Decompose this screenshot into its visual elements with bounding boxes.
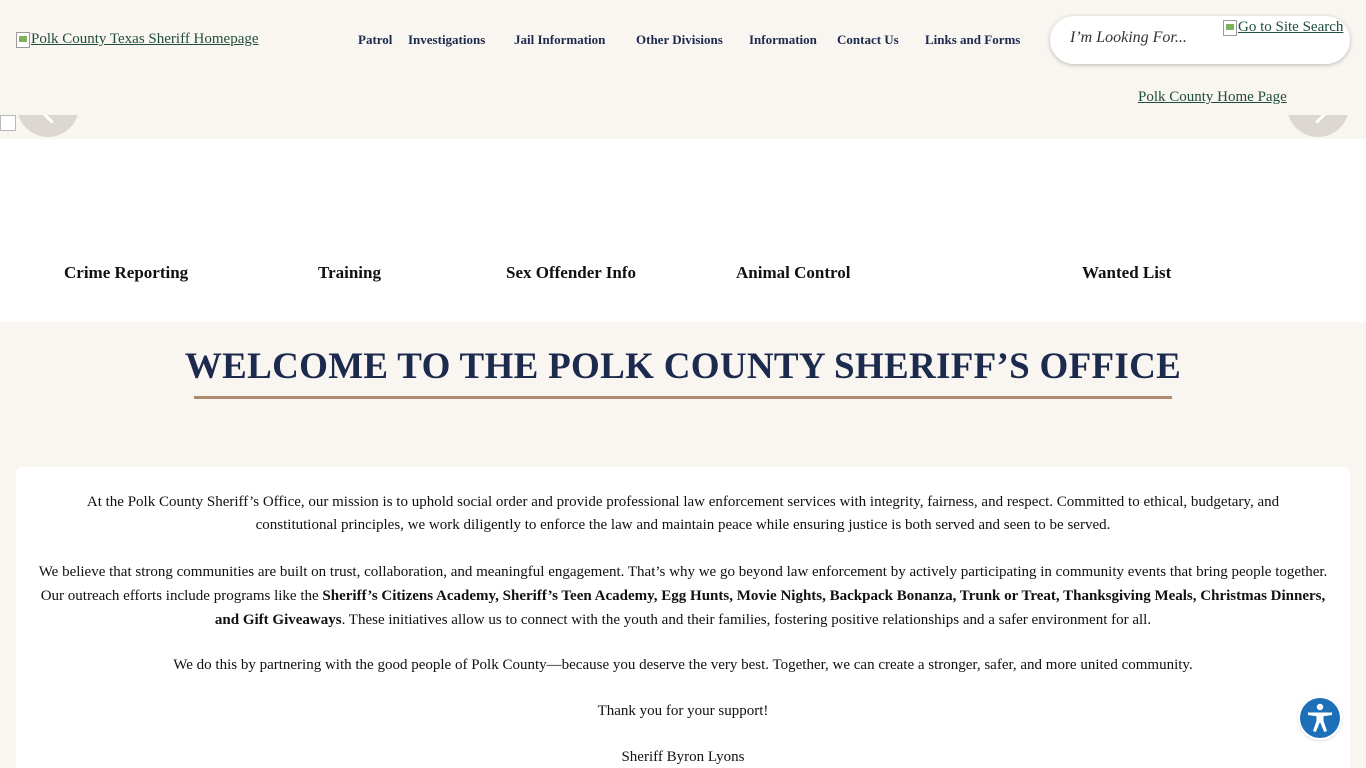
quick-link-training[interactable]: Training (318, 263, 381, 282)
broken-image-icon (16, 32, 30, 48)
broken-image-icon (1223, 20, 1237, 36)
community-text-intro: We believe that strong communities are built on trust, collaboration, and meaningful engagement. That’s why we go beyond law enforcement by actively participating in community events that bring people together. Our outreach efforts include programs like the (38, 564, 1328, 604)
logo-link[interactable] (16, 31, 259, 48)
quick-link-animal-control[interactable]: Animal Control (736, 263, 851, 282)
nav-item-contact-us[interactable]: Contact Us (837, 32, 899, 47)
accessibility-icon (1306, 703, 1334, 733)
slider-prev-button[interactable] (17, 115, 79, 137)
title-divider (194, 396, 1172, 399)
slide-image (0, 115, 16, 131)
quick-link-wanted-list[interactable]: Wanted List (1082, 263, 1172, 282)
search-input[interactable] (1070, 29, 1230, 47)
nav-item-patrol[interactable]: Patrol (358, 32, 393, 47)
program-list: Sheriff’s Citizens Academy, Sheriff’s Teen Academy, Egg Hunts, Movie Nights, Backpack Bonanza, Trunk or Treat, Thanksgiving Meals, Christmas Dinners, and Gift Giveaways (214, 588, 1326, 628)
nav-item-links-and-forms[interactable]: Links and Forms (925, 32, 1021, 47)
community-paragraph (28, 560, 1338, 632)
quick-link-sex-offender-info[interactable]: Sex Offender Info (506, 263, 637, 282)
hero-slider (0, 115, 1366, 139)
quick-link-crime-reporting[interactable]: Crime Reporting (64, 263, 189, 282)
nav-item-investigations[interactable]: Investigations (408, 32, 486, 47)
site-search-alt-text: Go to Site Search (1238, 19, 1344, 35)
nav-item-jail-information[interactable]: Jail Information (514, 32, 606, 47)
mission-paragraph: At the Polk County Sheriff’s Office, our mission is to uphold social order and provide professional law enforcement services with integrity, fairness, and respect. Committed to ethical, budgetary, and constitutional principles, we work diligently to enforce the law and maintain peace while ensuring justice is both served and seen to be served. (86, 494, 1280, 533)
welcome-message-card (16, 467, 1350, 768)
partnership-paragraph: We do this by partnering with the good people of Polk County—because you deserve the very best. Together, we can create a stronger, safer, and more united community. (173, 657, 1193, 673)
thank-you-line: Thank you for your support! (597, 703, 769, 719)
nav-item-other-divisions[interactable]: Other Divisions (636, 32, 723, 47)
community-text-outro: . These initiatives allow us to connect with the youth and their families, fostering positive relationships and a safer environment for all. (341, 612, 1152, 628)
site-search-button[interactable] (1223, 19, 1343, 36)
nav-item-information[interactable]: Information (749, 32, 817, 47)
page-title: WELCOME TO THE POLK COUNTY SHERIFF’S OFFICE (184, 346, 1182, 387)
logo-alt-text: Polk County Texas Sheriff Homepage (31, 31, 259, 47)
signature-line: Sheriff Byron Lyons (621, 749, 745, 765)
quick-links (0, 139, 1366, 322)
accessibility-button[interactable] (1300, 698, 1340, 738)
slider-next-button[interactable] (1287, 115, 1349, 137)
county-home-link[interactable]: Polk County Home Page (1138, 89, 1287, 105)
